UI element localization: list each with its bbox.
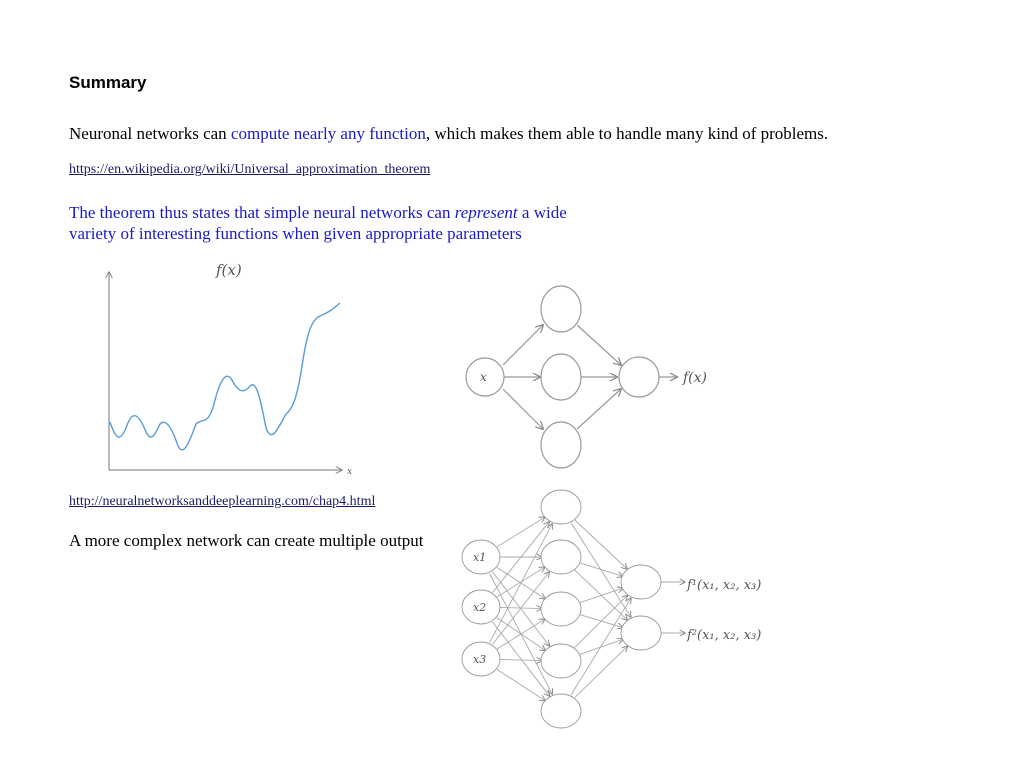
complex-hidden-node-2 xyxy=(541,540,581,574)
wikipedia-link[interactable]: https://en.wikipedia.org/wiki/Universal_approximation_theorem xyxy=(69,162,431,177)
edge-h4-out1 xyxy=(575,595,628,647)
quote-line1-after: a wide xyxy=(517,203,567,222)
quote-line1-before: The theorem thus states that simple neural networks can xyxy=(69,203,455,222)
plot-y-label: f(x) xyxy=(216,261,242,279)
complex-output-label-1: f¹(x₁, x₂, x₃) xyxy=(687,578,762,593)
function-curve xyxy=(110,303,340,450)
edge-in3-h4 xyxy=(500,659,542,660)
edge-out-bottom xyxy=(577,389,621,429)
intro-highlight: compute nearly any function xyxy=(230,124,426,143)
complex-hidden-node-1 xyxy=(541,490,581,524)
quote-emphasis: represent xyxy=(454,203,518,222)
complex-output-label-2: f²(x₁, x₂, x₃) xyxy=(687,628,762,643)
edge-in3-h3 xyxy=(497,619,545,649)
complex-output-node-2 xyxy=(621,616,661,650)
output-label: f(x) xyxy=(683,370,708,386)
complex-input-label-1: x1 xyxy=(473,551,487,564)
edge-h1-out1 xyxy=(575,520,627,569)
neuralnetworks-link[interactable]: http://neuralnetworksanddeeplearning.com/chap4.html xyxy=(69,494,376,509)
edge-h2-out1 xyxy=(579,563,623,577)
edge-out-top xyxy=(577,325,621,365)
edge-h3-out1 xyxy=(579,588,623,603)
complex-hidden-node-3 xyxy=(541,592,581,626)
complex-network-diagram xyxy=(462,490,685,728)
edge-in3-h1 xyxy=(490,524,552,642)
hidden-node-1 xyxy=(541,286,581,332)
complex-input-label-2: x2 xyxy=(473,601,487,614)
simple-network-diagram xyxy=(466,286,677,468)
quote-line2: variety of interesting functions when given appropriate parameters xyxy=(69,224,522,243)
edge-h5-out2 xyxy=(575,646,628,697)
complex-hidden-node-4 xyxy=(541,644,581,678)
edge-h2-out2 xyxy=(575,570,627,620)
complex-output-node-1 xyxy=(621,565,661,599)
hidden-node-2 xyxy=(541,354,581,400)
edge-in-bottom xyxy=(503,389,543,429)
function-plot xyxy=(109,261,352,477)
complex-network-text: A more complex network can create multiple output xyxy=(69,531,424,550)
output-node xyxy=(619,357,659,397)
edge-in2-h2 xyxy=(497,567,545,597)
hidden-node-3 xyxy=(541,422,581,468)
intro-text-before: Neuronal networks can xyxy=(69,124,231,143)
edge-in-top xyxy=(503,325,543,365)
edge-in1-h1 xyxy=(497,517,545,547)
complex-hidden-node-5 xyxy=(541,694,581,728)
intro-text-after: , which makes them able to handle many kind of problems. xyxy=(425,124,829,143)
plot-x-label: x xyxy=(347,467,353,477)
edge-in3-h5 xyxy=(497,669,545,700)
input-node-label: x xyxy=(480,370,487,384)
section-title: Summary xyxy=(69,73,147,92)
complex-input-label-3: x3 xyxy=(473,653,487,666)
